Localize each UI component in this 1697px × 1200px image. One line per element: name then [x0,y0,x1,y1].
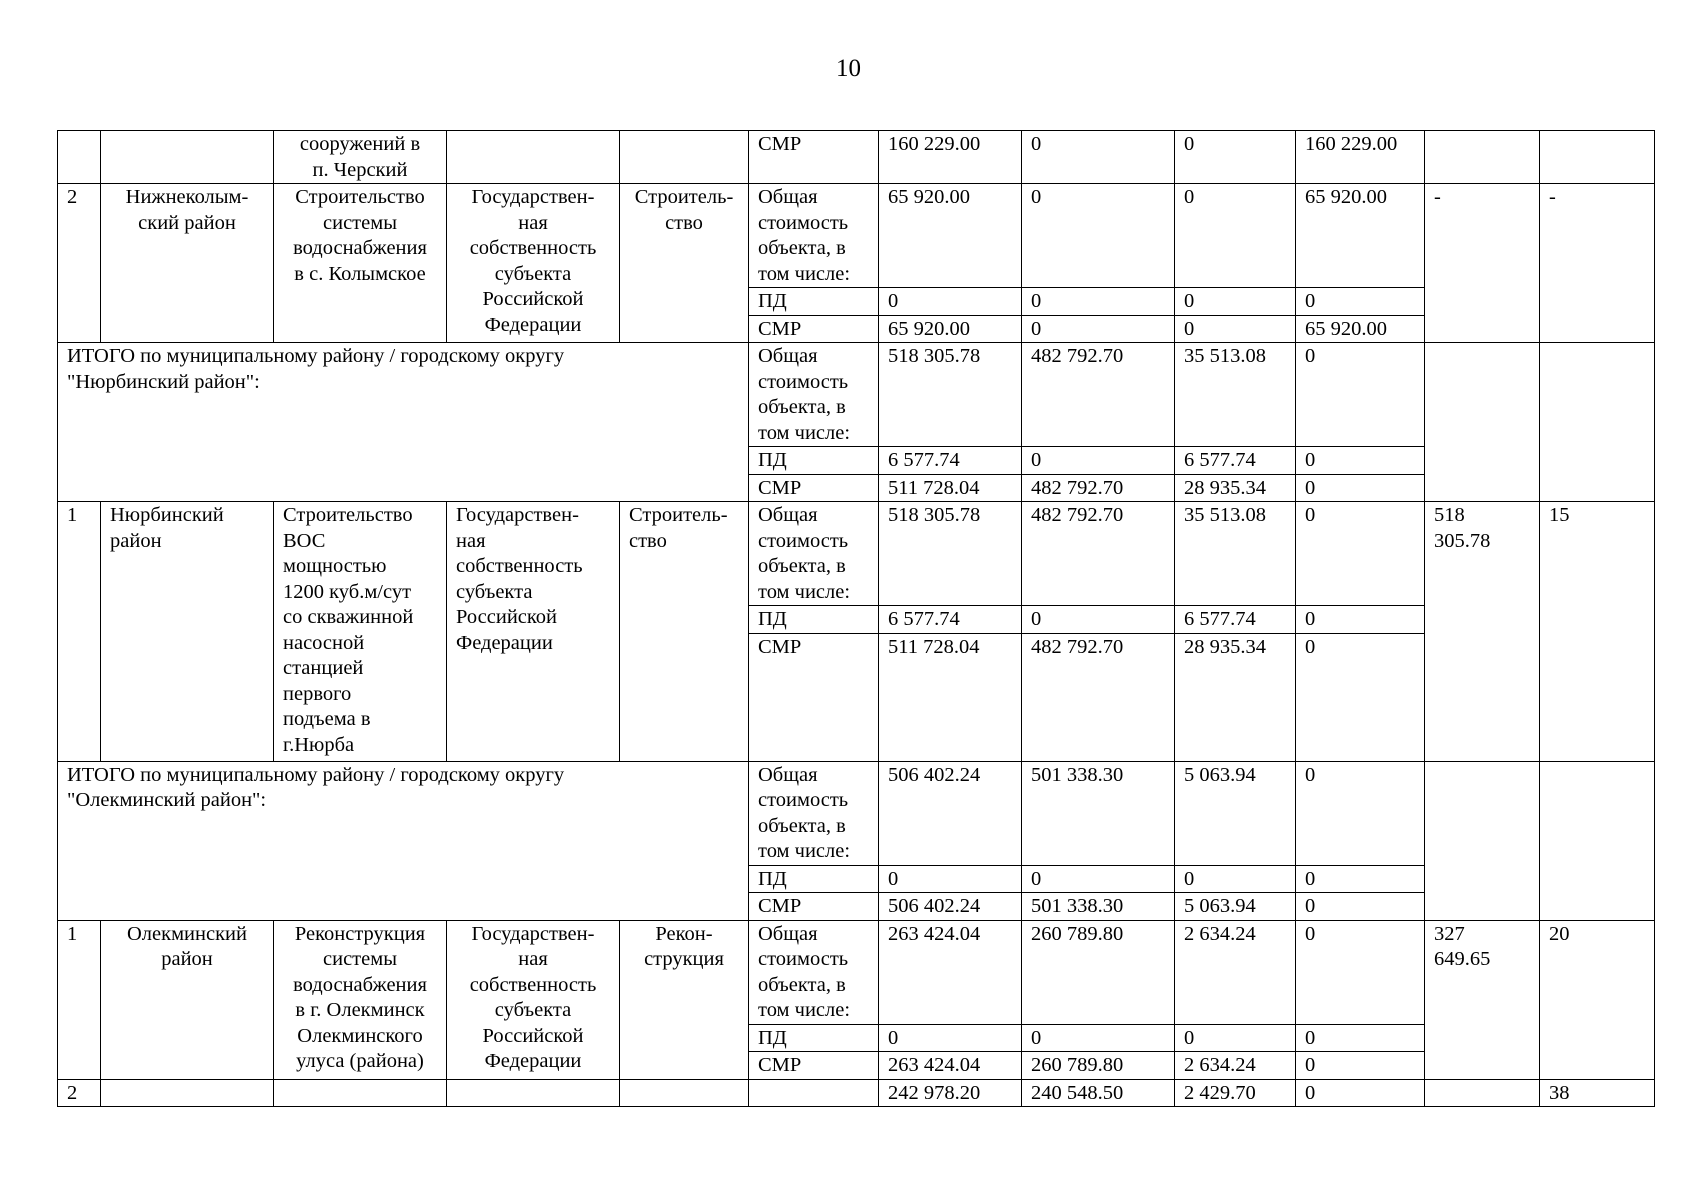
value-cell: 0 [1022,1024,1175,1052]
row-number-cell: 2 [58,184,101,343]
work-type-cell: Строитель- ство [620,502,749,762]
value-cell: 0 [879,1024,1022,1052]
value-cell: 0 [1296,474,1425,502]
ownership-cell: Государствен- ная собственность субъекта Российской Федерации [447,920,620,1079]
subtotal-label: ИТОГО по муниципальному району / городскому округу "Олекминский район": [58,761,749,920]
value-cell: 35 513.08 [1175,343,1296,447]
value-cell: 0 [879,865,1022,893]
value-cell: 5 063.94 [1175,893,1296,921]
value-cell: 0 [1296,1079,1425,1107]
value-cell: 0 [1022,131,1175,184]
value-cell: 240 548.50 [1022,1079,1175,1107]
value-cell: 160 229.00 [879,131,1022,184]
value-cell: 35 513.08 [1175,502,1296,606]
value-cell: 0 [1296,606,1425,634]
extra-value-cell [1540,131,1655,184]
object-name-cell [274,1079,447,1107]
cost-type-label: Общая стоимость объекта, в том числе: [749,502,879,606]
value-cell: 0 [1296,761,1425,865]
table-row [58,920,1655,1024]
value-cell: 6 577.74 [1175,606,1296,634]
extra-value-cell [1425,1079,1540,1107]
cost-type-label: ПД [749,447,879,475]
district-cell [101,131,274,184]
value-cell: 0 [1175,1024,1296,1052]
extra-value-cell [1425,761,1540,920]
value-cell: 263 424.04 [879,1052,1022,1080]
cost-type-label: Общая стоимость объекта, в том числе: [749,343,879,447]
cost-type-label: СМР [749,315,879,343]
object-name-cell: сооружений в п. Черский [274,131,447,184]
value-cell: 65 920.00 [879,184,1022,288]
value-cell: 0 [879,288,1022,316]
value-cell: 0 [1175,184,1296,288]
value-cell: 511 728.04 [879,633,1022,761]
ownership-cell [447,131,620,184]
district-cell [101,1079,274,1107]
value-cell: 0 [1022,447,1175,475]
value-cell: 6 577.74 [879,606,1022,634]
value-cell: 263 424.04 [879,920,1022,1024]
value-cell: 2 429.70 [1175,1079,1296,1107]
work-type-cell: Строитель- ство [620,184,749,343]
work-type-cell [620,1079,749,1107]
ownership-cell: Государствен- ная собственность субъекта Российской Федерации [447,502,620,762]
value-cell: 28 935.34 [1175,474,1296,502]
value-cell: 0 [1296,447,1425,475]
value-cell: 65 920.00 [1296,184,1425,288]
investment-table [57,130,1655,1107]
value-cell: 501 338.30 [1022,761,1175,865]
object-name-cell: Строительство ВОС мощностью 1200 куб.м/сут со скважинной насосной станцией первого подъема в г.Нюрба [274,502,447,762]
work-type-cell: Рекон- струкция [620,920,749,1079]
extra-value-cell [1540,343,1655,502]
table-row [58,502,1655,606]
value-cell: 2 634.24 [1175,920,1296,1024]
row-number-cell [58,131,101,184]
value-cell: 482 792.70 [1022,633,1175,761]
value-cell: 0 [1022,606,1175,634]
page-number: 10 [836,55,861,82]
value-cell: 511 728.04 [879,474,1022,502]
value-cell: 506 402.24 [879,893,1022,921]
district-cell: Олекминский район [101,920,274,1079]
value-cell: 160 229.00 [1296,131,1425,184]
value-cell: 0 [1296,865,1425,893]
value-cell: 518 305.78 [879,343,1022,447]
table-row [58,184,1655,288]
value-cell: 0 [1022,288,1175,316]
row-number-cell: 2 [58,1079,101,1107]
value-cell: 506 402.24 [879,761,1022,865]
extra-value-cell [1425,343,1540,502]
value-cell: 28 935.34 [1175,633,1296,761]
value-cell: 0 [1296,343,1425,447]
value-cell: 65 920.00 [1296,315,1425,343]
cost-type-label: Общая стоимость объекта, в том числе: [749,761,879,865]
ownership-cell: Государствен- ная собственность субъекта Российской Федерации [447,184,620,343]
row-number-cell: 1 [58,502,101,762]
object-name-cell: Реконструкция системы водоснабжения в г. Олекминск Олекминского улуса (района) [274,920,447,1079]
value-cell: 2 634.24 [1175,1052,1296,1080]
cost-type-label: СМР [749,474,879,502]
cost-type-label: СМР [749,633,879,761]
value-cell: 6 577.74 [1175,447,1296,475]
value-cell: 0 [1175,315,1296,343]
value-cell: 0 [1022,315,1175,343]
value-cell: 0 [1296,633,1425,761]
value-cell: 0 [1175,865,1296,893]
value-cell: 0 [1175,288,1296,316]
value-cell: 5 063.94 [1175,761,1296,865]
extra-value-cell: - [1425,184,1540,343]
value-cell: 0 [1022,184,1175,288]
cost-type-label: СМР [749,893,879,921]
district-cell: Нюрбинский район [101,502,274,762]
extra-value-cell: 518 305.78 [1425,502,1540,762]
value-cell: 482 792.70 [1022,474,1175,502]
ownership-cell [447,1079,620,1107]
cost-type-label: СМР [749,1052,879,1080]
extra-value-cell [1540,761,1655,920]
extra-value-cell: 327 649.65 [1425,920,1540,1079]
value-cell: 0 [1296,920,1425,1024]
work-type-cell [620,131,749,184]
value-cell: 260 789.80 [1022,920,1175,1024]
cost-type-label: Общая стоимость объекта, в том числе: [749,184,879,288]
value-cell: 0 [1296,1052,1425,1080]
cost-type-label: ПД [749,288,879,316]
table-row [58,131,1655,184]
cost-type-label: Общая стоимость объекта, в том числе: [749,920,879,1024]
value-cell: 501 338.30 [1022,893,1175,921]
value-cell: 482 792.70 [1022,343,1175,447]
cost-type-label: ПД [749,865,879,893]
subtotal-row [58,761,1655,865]
extra-value-cell: 38 [1540,1079,1655,1107]
table-row [58,1079,1655,1107]
extra-value-cell: 20 [1540,920,1655,1079]
cost-type-label: ПД [749,1024,879,1052]
value-cell: 0 [1296,1024,1425,1052]
object-name-cell: Строительство системы водоснабжения в с. Колымское [274,184,447,343]
value-cell: 0 [1296,502,1425,606]
value-cell: 0 [1296,288,1425,316]
cost-type-label [749,1079,879,1107]
value-cell: 0 [1175,131,1296,184]
value-cell: 260 789.80 [1022,1052,1175,1080]
cost-type-label: СМР [749,131,879,184]
value-cell: 242 978.20 [879,1079,1022,1107]
value-cell: 6 577.74 [879,447,1022,475]
value-cell: 0 [1296,893,1425,921]
cost-type-label: ПД [749,606,879,634]
extra-value-cell: 15 [1540,502,1655,762]
value-cell: 65 920.00 [879,315,1022,343]
subtotal-label: ИТОГО по муниципальному району / городскому округу "Нюрбинский район": [58,343,749,502]
row-number-cell: 1 [58,920,101,1079]
value-cell: 0 [1022,865,1175,893]
value-cell: 482 792.70 [1022,502,1175,606]
subtotal-row [58,343,1655,447]
district-cell: Нижнеколым- ский район [101,184,274,343]
value-cell: 518 305.78 [879,502,1022,606]
extra-value-cell [1425,131,1540,184]
extra-value-cell: - [1540,184,1655,343]
